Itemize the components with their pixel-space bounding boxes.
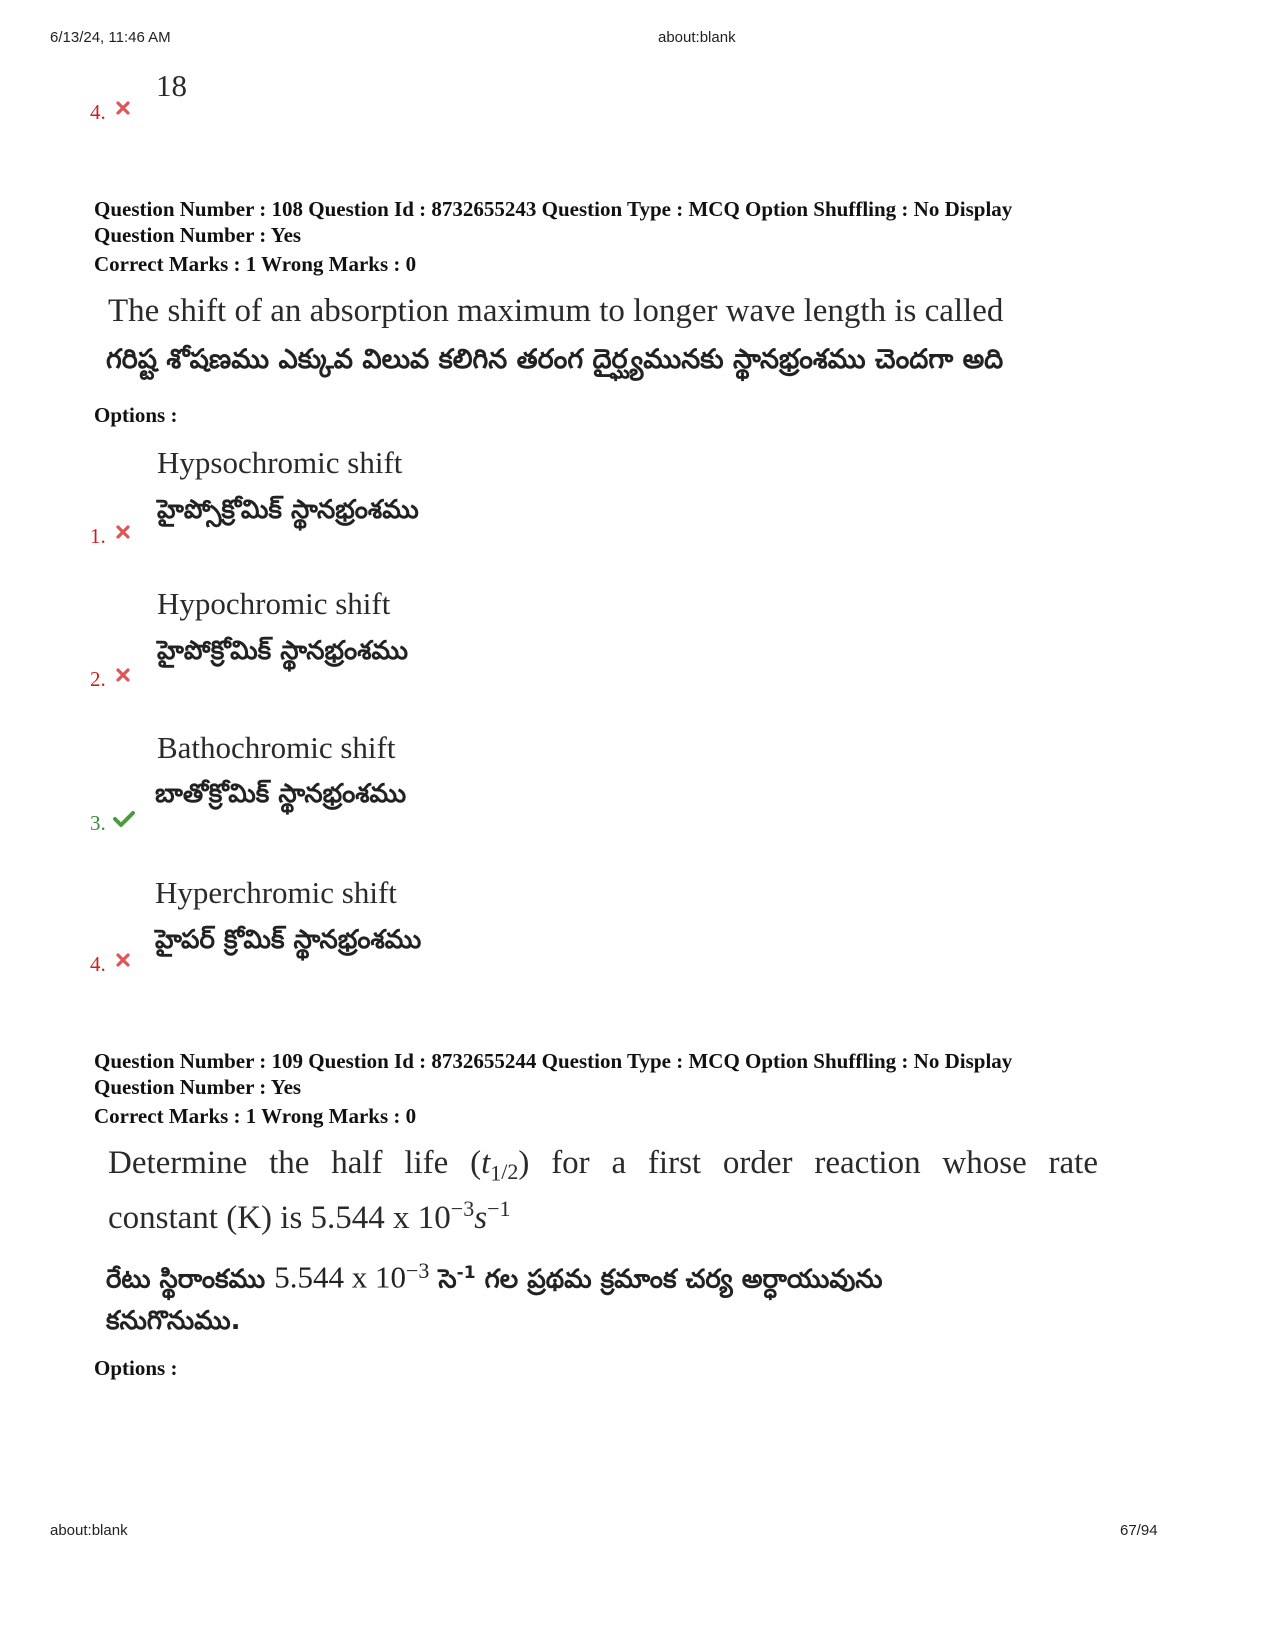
option-text-te: హైపర్ క్రోమిక్ స్థానభ్రంశము [155, 925, 422, 955]
option-number: 3. [90, 811, 106, 835]
q109-question-te-line2: కనుగొనుము. [106, 1306, 241, 1336]
prev-option-value: 18 [156, 68, 187, 103]
cross-icon [116, 525, 130, 539]
q108-meta [94, 196, 1012, 248]
option-number: 4. [90, 952, 106, 976]
q109-meta-line1: Question Number : 109 Question Id : 8732655244 Question Type : MCQ Option Shuffling : No Display [94, 1049, 1013, 1073]
option-text-te: బాతోక్రోమిక్ స్థానభ్రంశము [155, 779, 407, 809]
option-text-en: Hyperchromic shift [155, 875, 397, 910]
q108-meta-line1: Question Number : 108 Question Id : 8732655243 Question Type : MCQ Option Shuffling : No Display [94, 197, 1013, 221]
q108-marks: Correct Marks : 1 Wrong Marks : 0 [94, 252, 417, 276]
q109-options-label: Options : [94, 1356, 178, 1380]
footer-url: about:blank [50, 1522, 128, 1539]
q109-question-line1: Determine the half life $(t_1/2)$ for a first order reaction whose rate [108, 1145, 1098, 1186]
cross-icon [116, 953, 130, 967]
q109-meta-line2: Question Number : Yes [94, 1075, 302, 1099]
q109-meta [94, 1048, 1012, 1100]
q109-question-line2: constant (K) is 5.544 x $10^{-3}s^{-1}$ [108, 1196, 511, 1236]
q108-question-en: The shift of an absorption maximum to longer wave length is called [108, 293, 1004, 329]
cross-icon [116, 101, 130, 115]
option-text-te: హైపోక్రోమిక్ స్థానభ్రంశము [157, 636, 409, 666]
q108-question-te: గరిష్ట శోషణము ఎక్కువ విలువ కలిగిన తరంగ దైర్ఘ్యమునకు స్థానభ్రంశము చెందగా అది [106, 344, 1004, 375]
page-number: 67/94 [1120, 1522, 1158, 1539]
option-text-te: హైప్సోక్రోమిక్ స్థానభ్రంశము [157, 495, 419, 525]
q109-question-te-line1: రేటు స్థిరాంకము 5.544 x $10^{-3}$ సె$^{-1}$ గల ప్రథమ క్రమాంక చర్య అర్ధాయువును [106, 1258, 883, 1295]
option-text-en: Hypsochromic shift [157, 445, 403, 480]
print-url: about:blank [658, 29, 736, 46]
option-number: 2. [90, 667, 106, 691]
q108-options-label: Options : [94, 403, 178, 427]
print-datetime: 6/13/24, 11:46 AM [50, 29, 171, 46]
option-text-en: Bathochromic shift [157, 730, 396, 765]
option-number: 1. [90, 524, 106, 548]
cross-icon [116, 668, 130, 682]
q109-marks: Correct Marks : 1 Wrong Marks : 0 [94, 1104, 417, 1128]
option-text-en: Hypochromic shift [157, 586, 391, 621]
checkmark-icon [113, 810, 135, 828]
q108-meta-line2: Question Number : Yes [94, 223, 302, 247]
prev-option-number: 4. [90, 100, 106, 124]
